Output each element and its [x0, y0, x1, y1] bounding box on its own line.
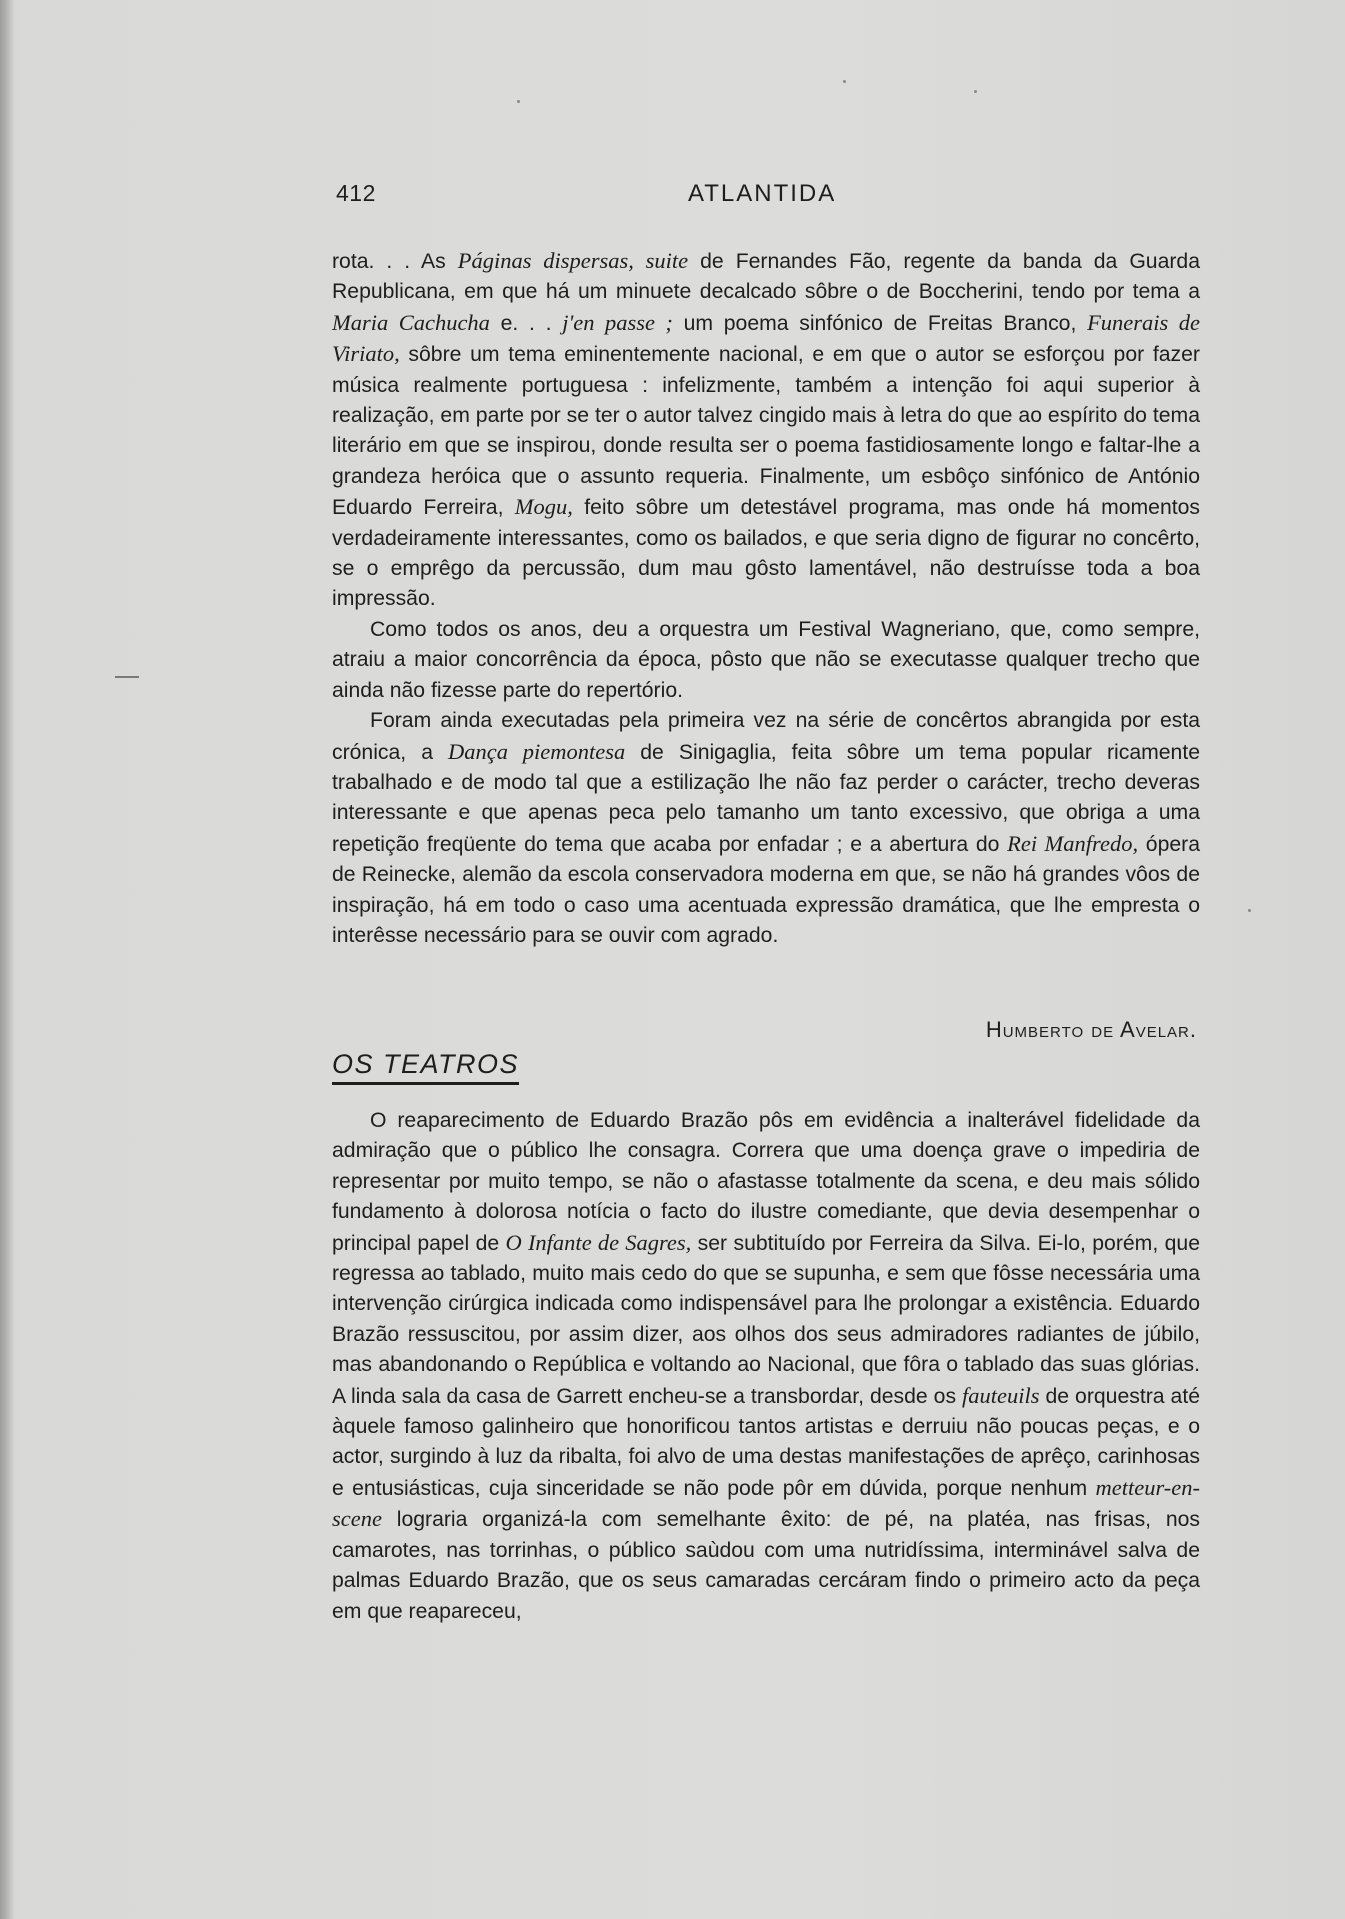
paper-speck: [974, 90, 977, 93]
paper-speck: [1248, 909, 1251, 912]
author-signature: Humberto de Avelar.: [985, 1017, 1197, 1042]
binding-shadow: [0, 0, 14, 1919]
music-chronicle-text: [332, 246, 1200, 951]
journal-title: ATLANTIDA: [688, 180, 837, 207]
running-head: [332, 176, 1200, 212]
section-heading: OS TEATROS: [332, 1049, 519, 1085]
paper-speck: [517, 100, 520, 103]
paragraph: rota. . . As Páginas dispersas, suite de Fernandes Fão, regente da banda da Guarda Republicana, em que há um minuete decalcado sôbre o de Boccherini, tendo por tema a Maria Cachucha e. . . j'en passe ; um poema sinfónico de Freitas Branco, Funerais de Viriato, sôbre um tema eminentemente nacional, e em que o autor se esforçou por fazer música realmente portuguesa : infelizmente, também a intenção foi aqui superior à realização, em parte por se ter o autor talvez cingido mais à letra do que ao espírito do tema literário em que se inspirou, donde resulta ser o poema fastidiosamente longo e faltar-lhe a grandeza heróica que o assunto requeria. Finalmente, um esbôço sinfónico de António Eduardo Ferreira, Mogu, feito sôbre um detestável programa, mas onde há momentos verdadeiramente interessantes, como os bailados, e que seria digno de figurar no concêrto, se o emprêgo da percussão, dum mau gôsto lamentável, não destruísse toda a boa impressão.: [332, 248, 1201, 611]
page-number: 412: [336, 180, 376, 206]
paragraph: Foram ainda executadas pela primeira vez na série de concêrtos abrangida por esta crónica, a Dança piemontesa de Sinigaglia, feita sôbre um tema popular ricamente trabalhado e de modo tal que a estilização lhe não faz perder o carácter, trecho deveras interessante e que apenas peca pelo tamanho um tanto excessivo, que obriga a uma repetição freqüente do tema que acaba por enfadar ; e a abertura do Rei Manfredo, ópera de Reinecke, alemão da escola conservadora moderna em que, se não há grandes vôos de inspiração, há em todo o caso uma acentuada expressão dramática, que lhe empresta o interêsse necessário para se ouvir com agrado.: [332, 709, 1201, 947]
margin-mark: [115, 676, 139, 678]
paper-speck: [843, 80, 846, 83]
theatre-chronicle-text: [332, 1106, 1200, 1627]
paragraph: Como todos os anos, deu a orquestra um Festival Wagneriano, que, como sempre, atraiu a maior concorrência da época, pôsto que não se executasse qualquer trecho que ainda não fizesse parte do repertório.: [332, 617, 1200, 702]
paragraph: O reaparecimento de Eduardo Brazão pôs em evidência a inalterável fidelidade da admiração que o público lhe consagra. Correra que uma doença grave o impediria de representar por muito tempo, se não o afastasse totalmente da scena, e deu mais sólido fundamento à dolorosa notícia o facto do ilustre comediante, que devia desempenhar o principal papel de O Infante de Sagres, ser subtituído por Ferreira da Silva. Ei-lo, porém, que regressa ao tablado, muito mais cedo do que se supunha, e sem que fôsse necessária uma intervenção cirúrgica indicada como indispensável para lhe prolongar a existência. Eduardo Brazão ressuscitou, por assim dizer, aos olhos dos seus admiradores radiantes de júbilo, mas abandonando o República e voltando ao Nacional, que fôra o tablado das suas glórias. A linda sala da casa de Garrett encheu-se a transbordar, desde os fauteuils de orquestra até àquele famoso galinheiro que honorificou tantos artistas e derruiu não poucas peças, e o actor, surgindo à luz da ribalta, foi alvo de uma destas manifestações de aprêço, carinhosas e entusiásticas, cuja sinceridade se não pode pôr em dúvida, porque nenhum metteur-en-scene lograria organizá-la com semelhante êxito: de pé, na platéa, nas frisas, nos camarotes, nas torrinhas, o público saùdou com uma nutridíssima, interminável salva de palmas Eduardo Brazão, que os seus camaradas cercáram findo o primeiro acto da peça em que reapareceu,: [332, 1109, 1200, 1623]
